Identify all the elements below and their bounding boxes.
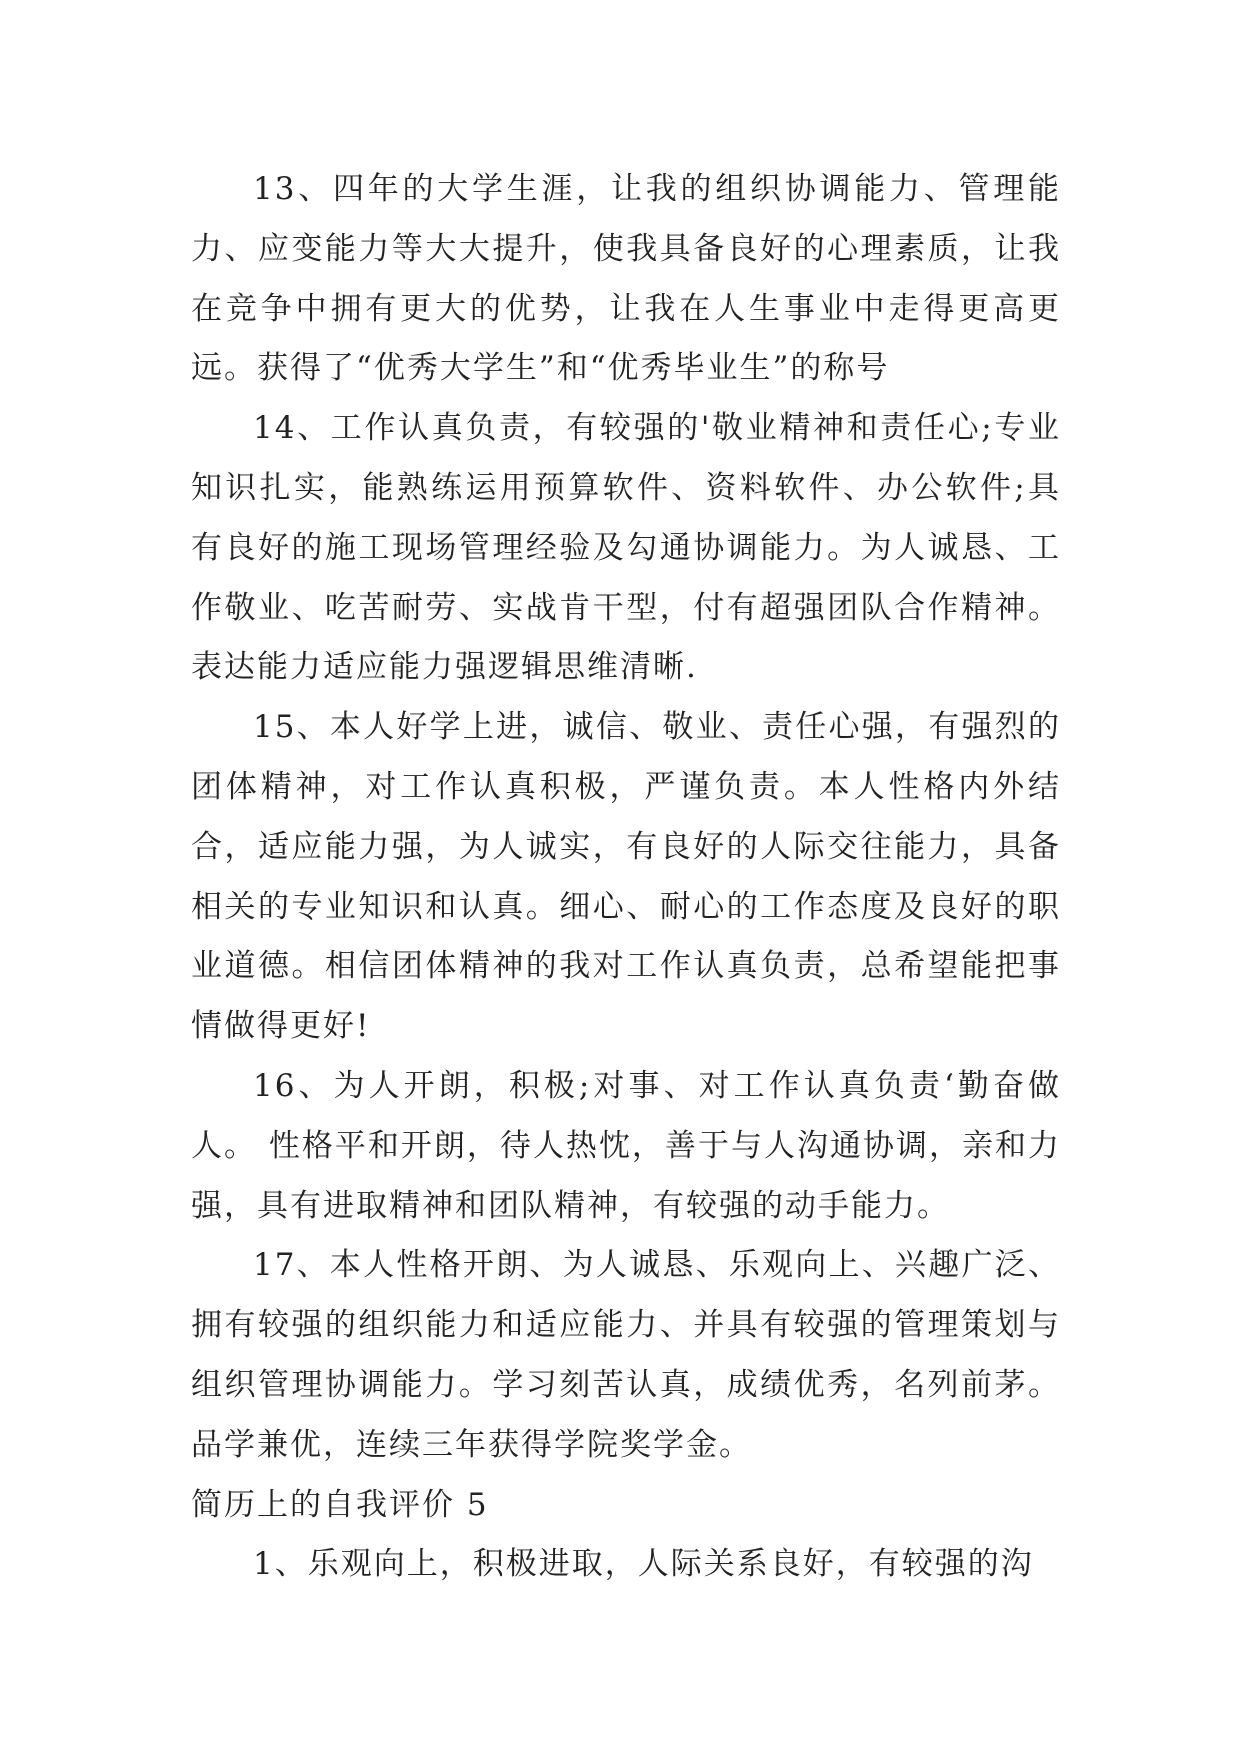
paragraph-15: 15、本人好学上进，诚信、敬业、责任心强，有强烈的团体精神，对工作认真积极，严谨负责。本人性格内外结合，适应能力强，为人诚实，有良好的人际交往能力，具备相关的专业知识和认真。细心、耐心的工作态度及良好的职业道德。相信团体精神的我对工作认真负责，总希望能把事情做得更好!: [191, 709, 1061, 1045]
paragraph-17: 17、本人性格开朗、为人诚恳、乐观向上、兴趣广泛、拥有较强的组织能力和适应能力、并具有较强的管理策划与组织管理协调能力。学习刻苦认真，成绩优秀，名列前茅。品学兼优，连续三年获得学院奖学金。: [191, 1247, 1061, 1463]
paragraph-14: 14、工作认真负责，有较强的'敬业精神和责任心;专业知识扎实，能熟练运用预算软件、资料软件、办公软件;具有良好的施工现场管理经验及勾通协调能力。为人诚恳、工作敬业、吃苦耐劳、实战肯干型，付有超强团队合作精神。表达能力适应能力强逻辑思维清晰.: [191, 410, 1061, 686]
paragraph-13: 13、四年的大学生涯，让我的组织协调能力、管理能力、应变能力等大大提升，使我具备良好的心理素质，让我在竞争中拥有更大的优势，让我在人生事业中走得更高更远。获得了“优秀大学生”和“优秀毕业生”的称号: [191, 171, 1061, 387]
paragraph-1: 1、乐观向上，积极进取，人际关系良好，有较强的沟: [253, 1546, 1034, 1583]
document-body: [191, 160, 1061, 1595]
section-heading: 简历上的自我评价 5: [191, 1486, 489, 1523]
paragraph-16: 16、为人开朗，积极;对事、对工作认真负责‘勤奋做人。 性格平和开朗，待人热忱，善于与人沟通协调，亲和力强，具有进取精神和团队精神，有较强的动手能力。: [191, 1067, 1061, 1224]
